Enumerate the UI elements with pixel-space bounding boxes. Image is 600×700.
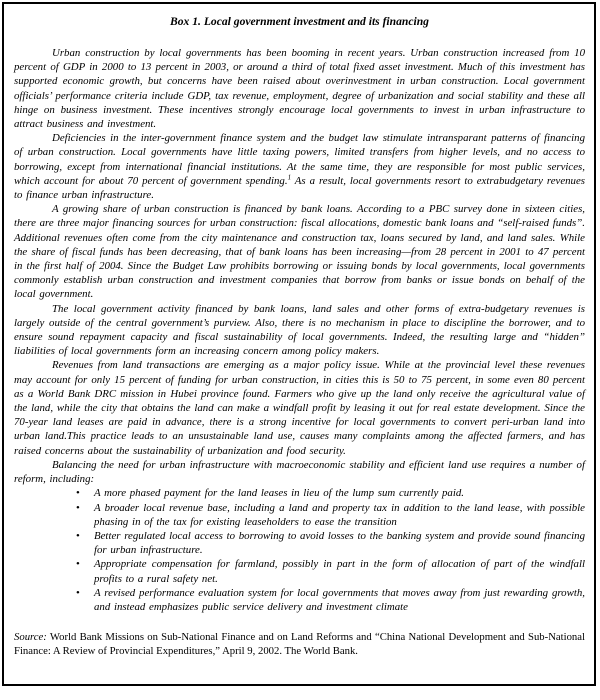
bullet-item-farmland-compensation: • Appropriate compensation for farmland, possibly in part in the form of allocation of part of the windfall profits to a rural safety net. xyxy=(76,557,585,585)
paragraph-land-transactions: Revenues from land transactions are emerging as a major policy issue. While at the provincial level these revenues may account for only 15 percent of funding for urban construction, in cities this is 50 to 75 percent, in some even 80 percent as a World Bank DRC mission in Hubei province found. Farmers who give up the land only receive the agricultural value of the land, while the city that obtains the land can make a windfall profit by leasing it out for real estate development. Since the 70-year land leases are paid in advance, there is a strong incentive for local governments to convert peri-urban land into urban land.This practice leads to an unsustainable land use, causes many complaints among the affected farmers, and has raised concerns about the sustainability of urbanization and food security. xyxy=(14,359,585,457)
bullet-item-performance-evaluation: • A revised performance evaluation system for local governments that moves away from just rewarding growth, and instead emphasizes public service delivery and investment climate xyxy=(76,586,585,614)
footnote-reference: 1 xyxy=(287,173,292,182)
box-title: Box 1. Local government investment and its financing xyxy=(170,15,429,28)
source-label: Source: xyxy=(14,631,47,644)
source-note xyxy=(14,631,585,659)
paragraph-text-before-footnote: Deficiencies in the inter-government finance system and the budget law stimulate intransparant patterns of financing of urban construction. Local governments have little taxing powers, limited transfers from higher levels, and no access to borrowing, except from international financial institutions. At the same time, they are responsible for most public services, which account for about 70 percent of government spending. xyxy=(14,132,585,187)
paragraph-deficiencies xyxy=(14,131,585,202)
bullet-item-regulated-borrowing: • Better regulated local access to borrowing to avoid losses to the banking system and provide sound financing for urban infrastructure. xyxy=(76,529,585,557)
paragraph-urban-construction: Urban construction by local governments has been booming in recent years. Urban construction increased from 10 percent of GDP in 2000 to 13 percent in 2003, or around a third of total fixed asset investment. Much of this investment has supported economic growth, but concerns have been raised about overinvestment in urban construction. Local government officials’ performance criteria include GDP, tax revenue, employment, degree of urbanization and social stability and these all hinge on business investment. These incentives strongly encourage local governments to invest in urban infrastructure to attract business and investment. xyxy=(14,47,585,131)
paragraph-hidden-liabilities: The local government activity financed by bank loans, land sales and other forms of extra-budgetary revenues is largely outside of the central government’s purview. Also, there is no mechanism in place to discipline the borrower, and to ensure sound repayment capacity and fiscal sustainability of local governments. Indeed, the resulting large and “hidden” liabilities of local governments form an increasing concern among policy makers. xyxy=(14,302,585,358)
paragraph-reform-intro: Balancing the need for urban infrastructure with macroeconomic stability and efficient land use requires a number of reform, including: xyxy=(14,458,585,486)
source-text: World Bank Missions on Sub-National Finance and on Land Reforms and “China National Development and Sub-National Finance: A Review of Provincial Expenditures,” April 9, 2002. The World Bank. xyxy=(14,631,585,657)
paragraph-bank-loans: A growing share of urban construction is financed by bank loans. According to a PBC survey done in sixteen cities, there are three major financing sources for urban construction: fiscal allocations, domestic bank loans and “self-raised funds”. Additional revenues often come from the city maintenance and construction tax, loans secured by land, and land sales. While the share of fiscal funds has been decreasing, that of bank loans has been increasing—from 28 percent in 2001 to 47 percent in the first half of 2004. Since the Budget Law prohibits borrowing or issuing bonds by local governments, local governments commonly establish urban construction and investment companies that borrow from banks or issue bonds on behalf of the local government. xyxy=(14,203,585,301)
box-1-container xyxy=(2,2,596,686)
bullet-item-revenue-base: • A broader local revenue base, including a land and property tax in addition to the land lease, with possible phasing in of the tax for existing leaseholders to ease the transition xyxy=(76,501,585,529)
bullet-item-phased-payment: • A more phased payment for the land leases in lieu of the lump sum currently paid. xyxy=(76,486,585,500)
reform-bullet-list xyxy=(14,486,585,614)
paragraph-text-after-footnote: As a result, local governments resort to extrabudgetary revenues to finance urban infrastructure. xyxy=(14,174,586,202)
